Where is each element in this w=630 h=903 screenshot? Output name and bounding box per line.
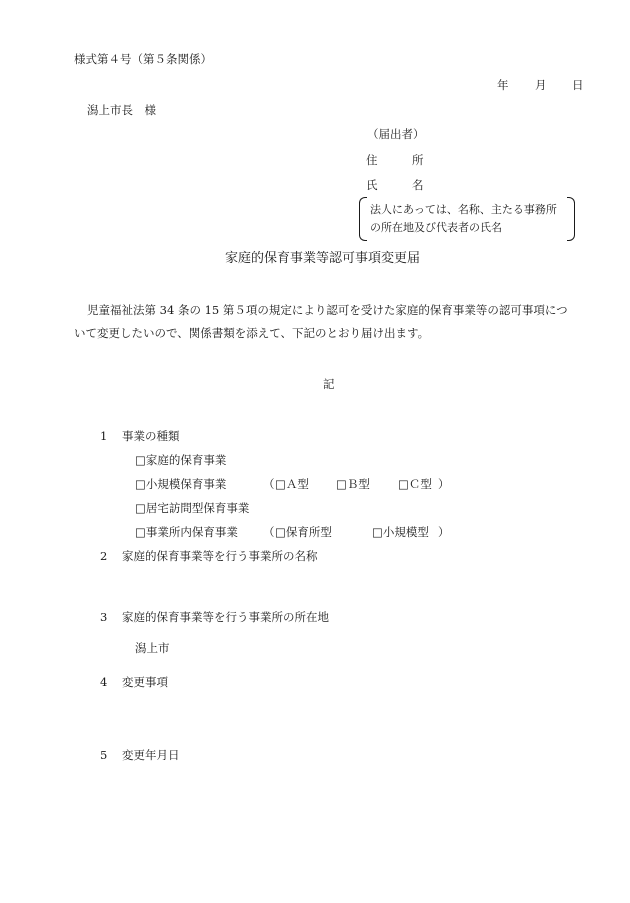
option-type-a[interactable]: □Ａ型 xyxy=(275,477,309,491)
item5-label: 変更年月日 xyxy=(122,748,180,762)
date-month-label: 月 xyxy=(535,78,547,92)
item3-number: 3 xyxy=(100,610,108,624)
item3-label: 家庭的保育事業等を行う事業所の所在地 xyxy=(122,610,329,624)
applicant-heading: （届出者） xyxy=(367,127,425,141)
ki-heading: 記 xyxy=(323,377,335,391)
option-type-c[interactable]: □Ｃ型 xyxy=(398,477,432,491)
paren-close-1: ） xyxy=(438,477,450,491)
option-shokibo-gata[interactable]: □小規模型 xyxy=(372,525,429,539)
option-hoikusho-gata[interactable]: □保育所型 xyxy=(275,525,332,539)
option-type-b[interactable]: □Ｂ型 xyxy=(336,477,370,491)
applicant-address-label: 住 所 xyxy=(366,153,424,167)
paren-close-2: ） xyxy=(438,525,450,539)
option-katei-hoiku[interactable]: □家庭的保育事業 xyxy=(135,453,227,467)
item2-number: 2 xyxy=(100,549,108,563)
date-year-label: 年 xyxy=(497,78,509,92)
document-title: 家庭的保育事業等認可事項変更届 xyxy=(225,251,421,266)
option-shokibo-hoiku[interactable]: □小規模保育事業 xyxy=(135,477,227,491)
date-day-label: 日 xyxy=(572,78,584,92)
item1-number: 1 xyxy=(100,429,108,443)
option-kyotaku-homon[interactable]: □居宅訪問型保育事業 xyxy=(135,501,250,515)
item2-label: 家庭的保育事業等を行う事業所の名称 xyxy=(122,549,318,563)
item5-number: 5 xyxy=(100,748,108,762)
item4-number: 4 xyxy=(100,675,108,689)
item1-label: 事業の種類 xyxy=(122,429,180,443)
paren-open-2: （ xyxy=(263,525,275,539)
body-text-line1: 児童福祉法第 34 条の 15 第５項の規定により認可を受けた家庭的保育事業等の認可事項につ xyxy=(87,303,568,317)
option-jigyoshonai[interactable]: □事業所内保育事業 xyxy=(135,525,238,539)
addressee: 潟上市長 様 xyxy=(87,103,156,117)
corporate-note-line1: 法人にあっては、名称、主たる事務所 xyxy=(370,203,557,216)
applicant-name-label: 氏 名 xyxy=(366,178,424,192)
paren-open-1: （ xyxy=(263,477,275,491)
item4-label: 変更事項 xyxy=(122,675,168,689)
corporate-note-line2: の所在地及び代表者の氏名 xyxy=(370,221,502,234)
item3-city: 潟上市 xyxy=(135,641,170,655)
body-text-line2: いて変更したいので、関係書類を添えて、下記のとおり届け出ます。 xyxy=(74,326,430,340)
form-number: 様式第４号（第５条関係） xyxy=(74,52,212,66)
